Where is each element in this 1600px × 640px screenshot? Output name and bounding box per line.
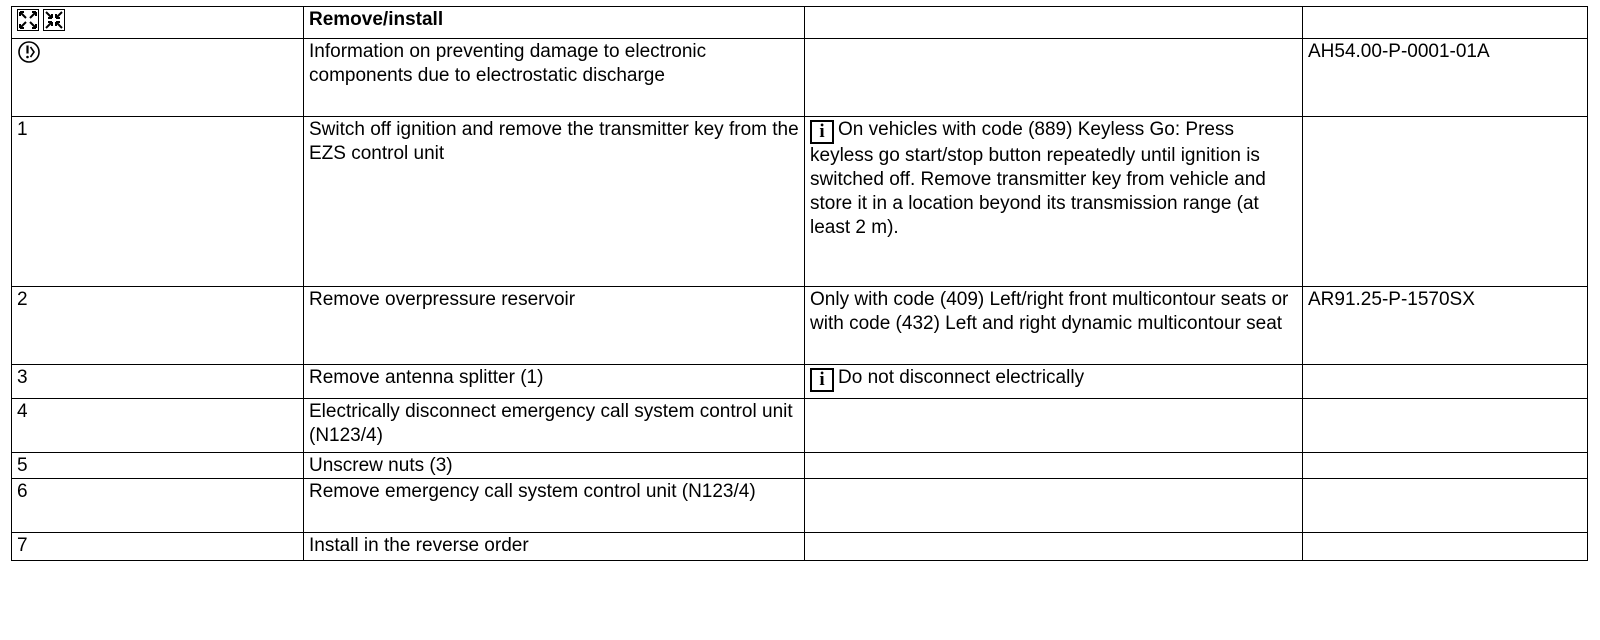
table-row [12, 399, 1588, 453]
table-row [12, 533, 1588, 561]
step-cell: 1 [12, 117, 304, 287]
action-cell: Remove overpressure reservoir [304, 287, 805, 365]
note-cell: Only with code (409) Left/right front multicontour seats or with code (432) Left and right dynamic multicontour seat [805, 287, 1303, 365]
reference-cell [1303, 453, 1588, 479]
action-cell: Switch off ignition and remove the transmitter key from the EZS control unit [304, 117, 805, 287]
info-icon: i [810, 120, 834, 144]
reference-cell [1303, 533, 1588, 561]
note-cell [805, 399, 1303, 453]
reference-cell [1303, 399, 1588, 453]
action-cell: Install in the reverse order [304, 533, 805, 561]
step-cell: 7 [12, 533, 304, 561]
table-row [12, 39, 1588, 117]
action-cell: Remove antenna splitter (1) [304, 365, 805, 399]
action-cell: Unscrew nuts (3) [304, 453, 805, 479]
reference-link[interactable]: AR91.25-P-1570SX [1303, 287, 1588, 365]
note-text: Do not disconnect electrically [838, 367, 1085, 388]
note-cell [805, 533, 1303, 561]
expand-arrows-icon [17, 9, 39, 31]
note-cell [805, 453, 1303, 479]
table-row [12, 287, 1588, 365]
table-row [12, 453, 1588, 479]
step-cell: 2 [12, 287, 304, 365]
info-icon: i [810, 368, 834, 392]
action-cell: Remove emergency call system control unit (N123/4) [304, 479, 805, 533]
table-row [12, 479, 1588, 533]
reference-link[interactable]: AH54.00-P-0001-01A [1303, 39, 1588, 117]
reference-cell [1303, 365, 1588, 399]
note-cell [805, 365, 1303, 399]
table-row [12, 117, 1588, 287]
step-cell: 4 [12, 399, 304, 453]
table-header-row [12, 7, 1588, 39]
note-text: On vehicles with code (889) Keyless Go: Press keyless go start/stop button repeatedly until ignition is switched off. Remove transmitter key from vehicle and store it in a location beyond its transmission range (at least 2 m). [810, 119, 1266, 238]
collapse-arrows-icon [43, 9, 65, 31]
step-cell: 6 [12, 479, 304, 533]
step-cell [12, 39, 304, 117]
procedure-table [11, 6, 1588, 561]
note-cell [805, 117, 1303, 287]
step-cell: 5 [12, 453, 304, 479]
note-cell [805, 39, 1303, 117]
step-cell: 3 [12, 365, 304, 399]
section-title: Remove/install [304, 7, 805, 39]
warning-circle-icon [17, 40, 41, 64]
reference-cell [1303, 479, 1588, 533]
action-cell: Information on preventing damage to electronic components due to electrostatic discharge [304, 39, 805, 117]
header-icons-cell [12, 7, 304, 39]
header-ref-cell [1303, 7, 1588, 39]
note-cell [805, 479, 1303, 533]
action-cell: Electrically disconnect emergency call system control unit (N123/4) [304, 399, 805, 453]
table-row [12, 365, 1588, 399]
reference-cell [1303, 117, 1588, 287]
header-note-cell [805, 7, 1303, 39]
